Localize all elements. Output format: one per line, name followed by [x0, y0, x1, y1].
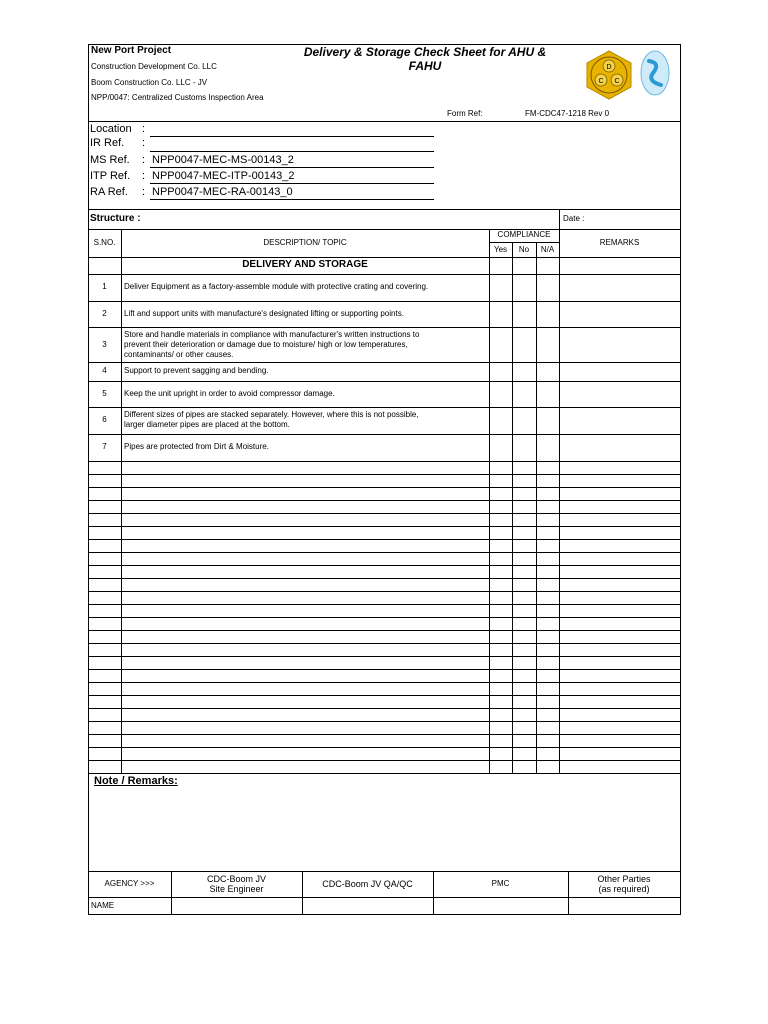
- empty-row-line: [88, 500, 681, 501]
- empty-row-line: [88, 695, 681, 696]
- empty-row-line: [88, 552, 681, 553]
- empty-row-line: [88, 617, 681, 618]
- other-parties-line-2: (as required): [598, 884, 650, 894]
- description-header: DESCRIPTION/ TOPIC: [263, 238, 347, 247]
- item-number: 3: [102, 340, 107, 349]
- col-line-desc: [489, 229, 490, 774]
- item-text: Keep the unit upright in order to avoid compressor damage.: [124, 389, 335, 398]
- name-field-other-parties[interactable]: [569, 898, 680, 914]
- empty-row-line: [88, 669, 681, 670]
- na-header: N/A: [540, 245, 555, 254]
- empty-row-line: [88, 721, 681, 722]
- item-number: 2: [102, 309, 107, 318]
- item-text: Lift and support units with manufacture's designated lifting or supporting points.: [124, 309, 404, 318]
- empty-row-line: [88, 578, 681, 579]
- itp-underline: [150, 183, 434, 184]
- company-logo: [583, 49, 635, 101]
- compliance-subdivider: [489, 242, 559, 243]
- ra-colon: :: [142, 186, 146, 198]
- empty-row-line: [88, 734, 681, 735]
- empty-row-line: [88, 656, 681, 657]
- row-divider: [88, 327, 681, 328]
- table-header-bottom: [88, 257, 681, 258]
- no-header: No: [518, 245, 530, 254]
- section-title-bottom: [88, 274, 681, 275]
- empty-row-line: [88, 565, 681, 566]
- ir-label: IR Ref.: [90, 137, 125, 149]
- ms-field[interactable]: NPP0047-MEC-MS-00143_2: [152, 154, 294, 166]
- company-2: Boom Construction Co. LLC - JV: [91, 78, 208, 87]
- item-number: 6: [102, 415, 107, 424]
- table-bottom: [88, 773, 681, 774]
- location-label: Location: [90, 123, 132, 135]
- compliance-header: COMPLIANCE: [497, 230, 551, 239]
- row-divider: [88, 407, 681, 408]
- ms-underline: [150, 167, 434, 168]
- sno-header: S.NO.: [93, 238, 116, 247]
- sheet-title-line-2: FAHU: [408, 59, 442, 73]
- structure-label: Structure :: [90, 213, 141, 224]
- sheet-title-line-1: Delivery & Storage Check Sheet for AHU &: [303, 45, 547, 59]
- location-colon: :: [142, 123, 146, 135]
- logo-letter-c2: C: [614, 78, 620, 85]
- itp-label: ITP Ref.: [90, 170, 131, 182]
- row-divider: [88, 362, 681, 363]
- pmc-label: PMC: [491, 879, 510, 888]
- outer-border-bottom: [88, 914, 681, 915]
- ra-label: RA Ref.: [90, 186, 128, 198]
- empty-row-line: [88, 487, 681, 488]
- other-parties-line-1: Other Parties: [597, 874, 651, 884]
- qa-qc-label: CDC-Boom JV QA/QC: [322, 879, 413, 889]
- ms-label: MS Ref.: [90, 154, 130, 166]
- form-ref-value: FM-CDC47-1218 Rev 0: [525, 109, 610, 118]
- date-divider: [559, 209, 560, 230]
- empty-row-line: [88, 474, 681, 475]
- structure-row-top: [88, 209, 681, 210]
- outer-border-left: [88, 44, 89, 915]
- empty-row-line: [88, 539, 681, 540]
- table-header-top: [88, 229, 681, 230]
- empty-row-line: [88, 708, 681, 709]
- notes-area[interactable]: [94, 792, 674, 868]
- company-1: Construction Development Co. LLC: [91, 62, 217, 71]
- item-number: 4: [102, 366, 107, 375]
- name-label: NAME: [91, 901, 115, 910]
- partner-logo: [639, 49, 671, 97]
- project-name: New Port Project: [91, 45, 172, 56]
- name-field-site-engineer[interactable]: [172, 898, 302, 914]
- empty-row-line: [88, 760, 681, 761]
- empty-row-line: [88, 630, 681, 631]
- ir-underline: [150, 151, 434, 152]
- name-field-pmc[interactable]: [434, 898, 568, 914]
- logo-letter-d: D: [606, 64, 612, 71]
- ra-underline: [150, 199, 434, 200]
- notes-label: Note / Remarks:: [94, 775, 178, 787]
- site-engineer-line-2: Site Engineer: [209, 884, 264, 894]
- item-text-line: Store and handle materials in compliance with manufacturer's written instructions to: [124, 330, 420, 339]
- item-text: Support to prevent sagging and bending.: [124, 366, 269, 375]
- item-text-line: contaminants/ or other causes.: [124, 350, 234, 359]
- empty-row-line: [88, 513, 681, 514]
- site-engineer-line-1: CDC-Boom JV: [206, 874, 266, 884]
- location-underline: [150, 136, 434, 137]
- section-title: DELIVERY AND STORAGE: [242, 259, 368, 270]
- item-text: Deliver Equipment as a factory-assemble module with protective crating and covering.: [124, 282, 429, 291]
- header-divider: [88, 121, 681, 122]
- empty-row-line: [88, 643, 681, 644]
- project-area: NPP/0047: Centralized Customs Inspection Area: [91, 93, 264, 102]
- ir-colon: :: [142, 137, 146, 149]
- item-text-line: Different sizes of pipes are stacked separately. However, where this is not possible,: [124, 410, 419, 419]
- row-divider: [88, 434, 681, 435]
- itp-colon: :: [142, 170, 146, 182]
- empty-row-line: [88, 682, 681, 683]
- empty-row-line: [88, 591, 681, 592]
- row-divider: [88, 461, 681, 462]
- row-divider: [88, 381, 681, 382]
- item-number: 5: [102, 389, 107, 398]
- col-line-na: [559, 229, 560, 774]
- item-number: 1: [102, 282, 107, 291]
- item-text-line: prevent their deterioration or damage due to moisture/ high or low temperatures,: [124, 340, 408, 349]
- remarks-header: REMARKS: [599, 238, 640, 247]
- itp-field[interactable]: NPP0047-MEC-ITP-00143_2: [152, 170, 295, 182]
- row-divider: [88, 301, 681, 302]
- ra-field[interactable]: NPP0047-MEC-RA-00143_0: [152, 186, 293, 198]
- empty-row-line: [88, 747, 681, 748]
- item-text-line: larger diameter pipes are placed at the bottom.: [124, 420, 290, 429]
- yes-header: Yes: [493, 245, 508, 254]
- col-line-sno: [121, 229, 122, 774]
- item-text: Pipes are protected from Dirt & Moisture.: [124, 442, 269, 451]
- signature-top: [88, 871, 681, 872]
- empty-row-line: [88, 604, 681, 605]
- ms-colon: :: [142, 154, 146, 166]
- agency-label: AGENCY >>>: [104, 879, 155, 888]
- name-field-qa-qc[interactable]: [303, 898, 433, 914]
- empty-row-line: [88, 526, 681, 527]
- item-number: 7: [102, 442, 107, 451]
- logo-letter-c1: C: [598, 78, 604, 85]
- date-label: Date :: [563, 214, 585, 223]
- outer-border-right: [680, 44, 681, 915]
- form-ref-label: Form Ref:: [447, 109, 483, 118]
